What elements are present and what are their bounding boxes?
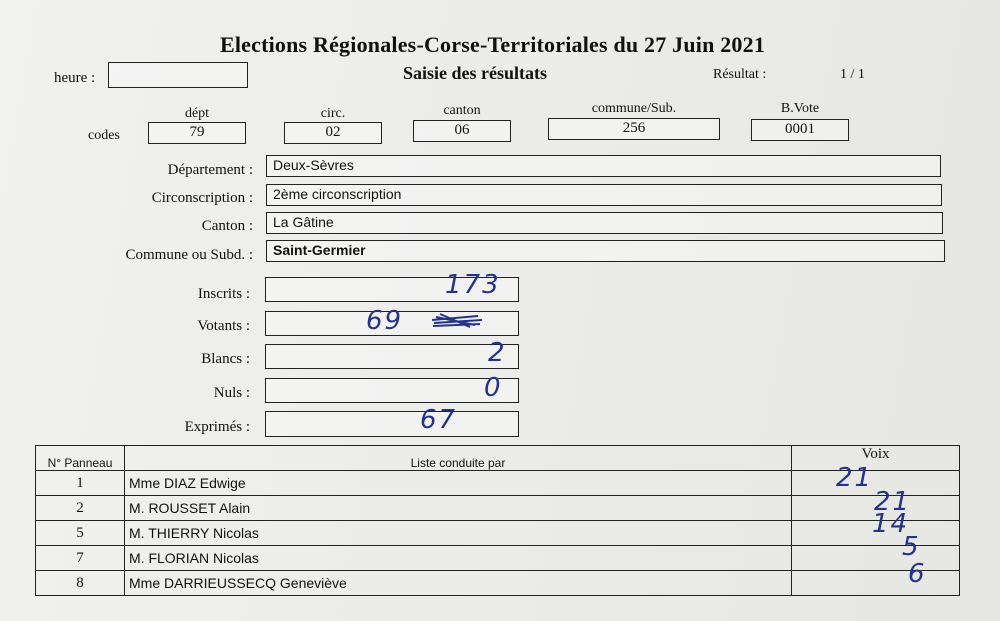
- inscrits-label: Inscrits :: [197, 286, 250, 302]
- voix-value: 21: [836, 463, 874, 493]
- inscrits-value: 173: [445, 270, 501, 300]
- canton-value: La Gâtine: [273, 214, 334, 230]
- resultat-label: Résultat :: [713, 67, 767, 82]
- candidate-name-cell: M. ROUSSET Alain: [125, 496, 792, 521]
- blancs-value: 2: [488, 338, 507, 368]
- exprimes-label: Exprimés :: [184, 419, 250, 435]
- exprimes-field[interactable]: [265, 411, 519, 437]
- panneau-cell: 5: [36, 521, 125, 546]
- panneau-cell: 1: [36, 471, 125, 496]
- voix-cell[interactable]: [792, 532, 960, 571]
- bvote-code-field[interactable]: [751, 119, 849, 141]
- exprimes-value: 67: [420, 405, 458, 435]
- panneau-cell: 7: [36, 546, 125, 571]
- dept-code-label: dépt: [184, 106, 210, 121]
- table-row: [36, 471, 960, 496]
- candidate-name-cell: M. THIERRY Nicolas: [125, 521, 792, 546]
- heure-label: heure :: [54, 70, 96, 86]
- circ-code-value: 02: [325, 124, 341, 140]
- departement-label: Département :: [167, 162, 253, 178]
- departement-value: Deux-Sèvres: [273, 157, 354, 173]
- circ-code-label: circ.: [320, 106, 346, 121]
- commune-value: Saint-Germier: [273, 242, 366, 258]
- commune-field[interactable]: [266, 240, 945, 262]
- dept-code-value: 79: [189, 124, 205, 140]
- blancs-field[interactable]: [265, 344, 519, 369]
- circonscription-value: 2ème circonscription: [273, 186, 402, 202]
- commune-label: Commune ou Subd. :: [125, 247, 253, 263]
- candidate-name-cell: Mme DIAZ Edwige: [125, 471, 792, 496]
- canton-code-value: 06: [454, 122, 470, 138]
- circ-code-field[interactable]: [284, 122, 382, 144]
- form-subtitle: Saisie des résultats: [403, 63, 547, 83]
- panneau-cell: 8: [36, 571, 125, 596]
- circonscription-label: Circonscription :: [151, 190, 253, 206]
- table-row: [36, 496, 960, 521]
- resultat-value: 1 / 1: [840, 67, 865, 82]
- codes-label: codes: [88, 128, 120, 143]
- panneau-cell: 2: [36, 496, 125, 521]
- table-row: [36, 571, 960, 596]
- commune-code-field[interactable]: [548, 118, 720, 140]
- voix-value: 6: [908, 559, 927, 589]
- results-table: [35, 445, 960, 596]
- commune-code-label: commune/Sub.: [591, 101, 677, 116]
- voix-cell[interactable]: [792, 559, 960, 596]
- voix-header: Voix: [792, 446, 960, 471]
- table-row: [36, 546, 960, 571]
- dept-code-field[interactable]: [148, 122, 246, 144]
- canton-field[interactable]: [266, 212, 943, 234]
- candidate-name-cell: M. FLORIAN Nicolas: [125, 546, 792, 571]
- circonscription-field[interactable]: [266, 184, 942, 206]
- votants-label: Votants :: [197, 318, 250, 334]
- departement-field[interactable]: [266, 155, 941, 177]
- votants-value: 69: [366, 306, 404, 336]
- panneau-header: N° Panneau: [36, 446, 125, 471]
- nuls-field[interactable]: [265, 378, 519, 403]
- bvote-code-value: 0001: [785, 121, 815, 137]
- voix-value: 14: [872, 509, 910, 539]
- canton-label: Canton :: [201, 218, 253, 234]
- commune-code-value: 256: [622, 120, 646, 136]
- table-row: [36, 521, 960, 546]
- candidate-name-cell: Mme DARRIEUSSECQ Geneviève: [125, 571, 792, 596]
- bvote-code-label: B.Vote: [780, 101, 820, 116]
- form-title: Elections Régionales-Corse-Territoriales du 27 Juin 2021: [219, 32, 766, 57]
- liste-header: Liste conduite par: [125, 446, 792, 471]
- blancs-label: Blancs :: [201, 351, 250, 367]
- canton-code-field[interactable]: [413, 120, 511, 142]
- heure-field[interactable]: [108, 62, 248, 88]
- nuls-value: 0: [484, 373, 503, 403]
- voix-cell[interactable]: [792, 509, 960, 546]
- crossed-out-scribble: [430, 311, 485, 329]
- canton-code-label: canton: [443, 103, 481, 118]
- voix-value: 21: [874, 487, 912, 517]
- nuls-label: Nuls :: [213, 385, 250, 401]
- voix-value: 5: [902, 532, 921, 562]
